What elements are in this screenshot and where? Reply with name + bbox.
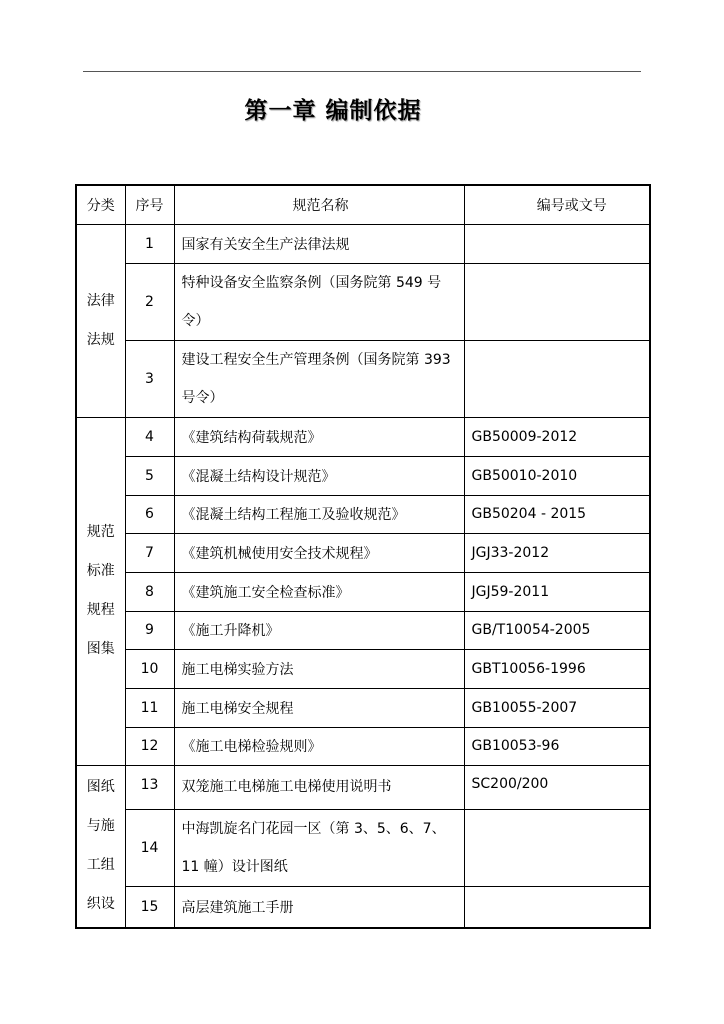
category-line: 图纸 <box>86 779 115 796</box>
category-line: 标准 <box>86 563 115 579</box>
table-row <box>76 727 650 765</box>
row-name: 中海凯旋名门花园一区（第 3、5、6、7、11 幢）设计图纸 <box>174 809 464 886</box>
row-no: 5 <box>125 456 174 495</box>
row-no: 4 <box>125 417 174 456</box>
category-cell <box>76 224 125 417</box>
row-no: 10 <box>125 649 174 688</box>
row-code: GB/T10054-2005 <box>464 611 650 649</box>
category-line: 规范 <box>86 524 115 540</box>
row-name: 《混凝土结构设计规范》 <box>174 456 464 495</box>
table-row <box>76 688 650 727</box>
table-row <box>76 263 650 340</box>
row-code: GB50010-2010 <box>464 456 650 495</box>
row-code: GB50009-2012 <box>464 417 650 456</box>
row-no: 2 <box>125 263 174 340</box>
table-row <box>76 340 650 417</box>
header-rule <box>83 71 641 72</box>
row-code: GB10053-96 <box>464 727 650 765</box>
header-name: 规范名称 <box>174 185 464 224</box>
row-name: 特种设备安全监察条例（国务院第 549 号令） <box>174 263 464 340</box>
row-no: 1 <box>125 224 174 263</box>
row-name: 《建筑机械使用安全技术规程》 <box>174 533 464 572</box>
row-name: 施工电梯安全规程 <box>174 688 464 727</box>
table-row <box>76 495 650 533</box>
row-code <box>464 224 650 263</box>
row-name: 国家有关安全生产法律法规 <box>174 224 464 263</box>
table-row <box>76 572 650 611</box>
table-row <box>76 456 650 495</box>
table-header-row <box>76 185 650 224</box>
category-cell <box>76 417 125 765</box>
row-name: 《施工升降机》 <box>174 611 464 649</box>
row-no: 3 <box>125 340 174 417</box>
row-no: 7 <box>125 533 174 572</box>
table-row <box>76 886 650 928</box>
row-no: 15 <box>125 886 174 928</box>
row-name: 建设工程安全生产管理条例（国务院第 393 号令） <box>174 340 464 417</box>
category-cell <box>76 765 125 928</box>
row-name: 双笼施工电梯施工电梯使用说明书 <box>174 765 464 809</box>
chapter-title: 第一章 编制依据 <box>244 98 422 124</box>
row-no: 9 <box>125 611 174 649</box>
category-line: 法律 <box>86 292 115 309</box>
table-row <box>76 809 650 886</box>
row-no: 13 <box>125 765 174 809</box>
header-category: 分类 <box>76 185 125 224</box>
row-code: SC200/200 <box>464 765 650 809</box>
table-row <box>76 224 650 263</box>
row-code: GBT10056-1996 <box>464 649 650 688</box>
category-line: 规程 <box>86 602 115 618</box>
row-no: 6 <box>125 495 174 533</box>
row-code <box>464 886 650 928</box>
row-code: JGJ59-2011 <box>464 572 650 611</box>
row-code <box>464 263 650 340</box>
table-row <box>76 649 650 688</box>
table-row <box>76 533 650 572</box>
row-code <box>464 340 650 417</box>
row-no: 14 <box>125 809 174 886</box>
row-no: 11 <box>125 688 174 727</box>
row-code: GB10055-2007 <box>464 688 650 727</box>
row-name: 《混凝土结构工程施工及验收规范》 <box>174 495 464 533</box>
table-row <box>76 417 650 456</box>
row-name: 《建筑结构荷载规范》 <box>174 417 464 456</box>
category-line: 与施 <box>86 818 115 835</box>
row-name: 高层建筑施工手册 <box>174 886 464 928</box>
category-line: 法规 <box>86 331 115 348</box>
row-name: 《建筑施工安全检查标准》 <box>174 572 464 611</box>
spec-table <box>75 184 651 929</box>
row-code: JGJ33-2012 <box>464 533 650 572</box>
table-row <box>76 611 650 649</box>
row-name: 施工电梯实验方法 <box>174 649 464 688</box>
row-name: 《施工电梯检验规则》 <box>174 727 464 765</box>
table-row <box>76 765 650 809</box>
category-line: 织设 <box>86 896 115 913</box>
row-no: 8 <box>125 572 174 611</box>
category-line: 图集 <box>86 641 115 657</box>
row-code: GB50204 - 2015 <box>464 495 650 533</box>
header-code: 编号或文号 <box>464 185 650 224</box>
row-code <box>464 809 650 886</box>
row-no: 12 <box>125 727 174 765</box>
category-line: 工组 <box>86 857 115 874</box>
header-no: 序号 <box>125 185 174 224</box>
